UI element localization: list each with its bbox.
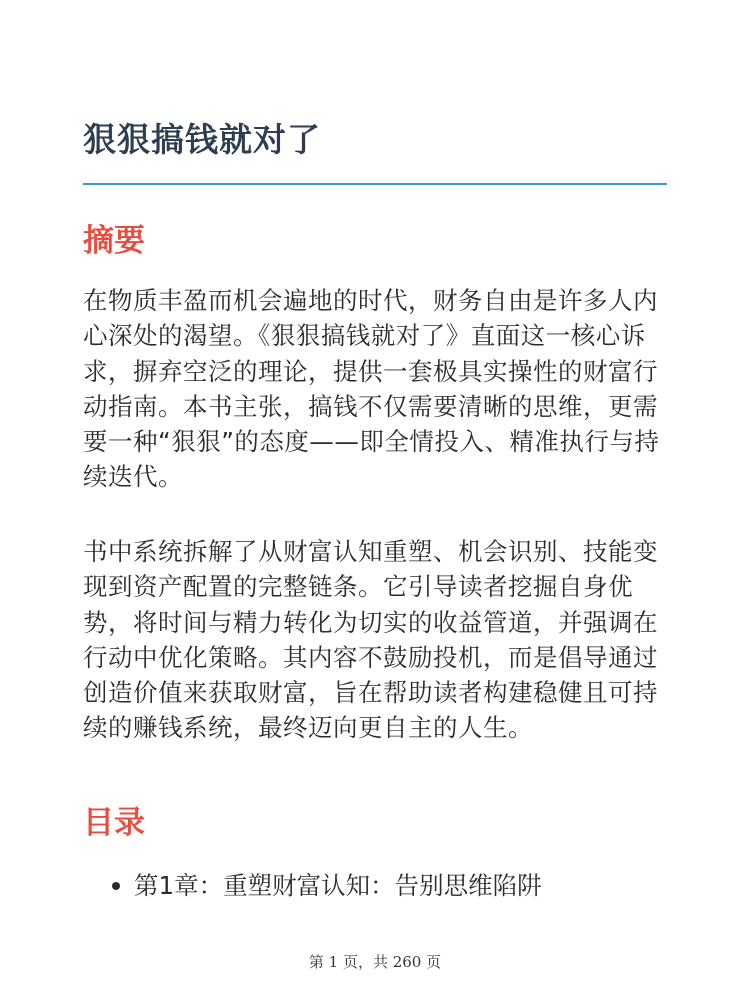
toc-heading: 目录 [83,805,145,841]
toc-item-label: 第1章：重塑财富认知：告别思维陷阱 [134,871,542,900]
toc-list [108,866,542,906]
abstract-paragraph-1: 在物质丰盈而机会遍地的时代，财务自由是许多人内心深处的渴望。《狠狠搞钱就对了》直面这一核心诉求，摒弃空泛的理论，提供一套极具实操性的财富行动指南。本书主张，搞钱不仅需要清晰的思维，更需要一种“狠狠”的态度——即全情投入、精准执行与持续迭代。 [83,286,660,492]
abstract-paragraph-2: 书中系统拆解了从财富认知重塑、机会识别、技能变现到资产配置的完整链条。它引导读者挖掘自身优势，将时间与精力转化为切实的收益管道，并强调在行动中优化策略。其内容不鼓励投机，而是倡导通过创造价值来获取财富，旨在帮助读者构建稳健且可持续的赚钱系统，最终迈向更自主的人生。 [83,537,658,743]
page-number: 第 1 页，共 260 页 [308,953,442,971]
abstract-heading: 摘要 [83,223,145,259]
bullet-icon [112,882,120,890]
book-title: 狠狠搞钱就对了 [83,120,321,159]
title-divider [83,183,667,185]
toc-item [108,866,542,906]
